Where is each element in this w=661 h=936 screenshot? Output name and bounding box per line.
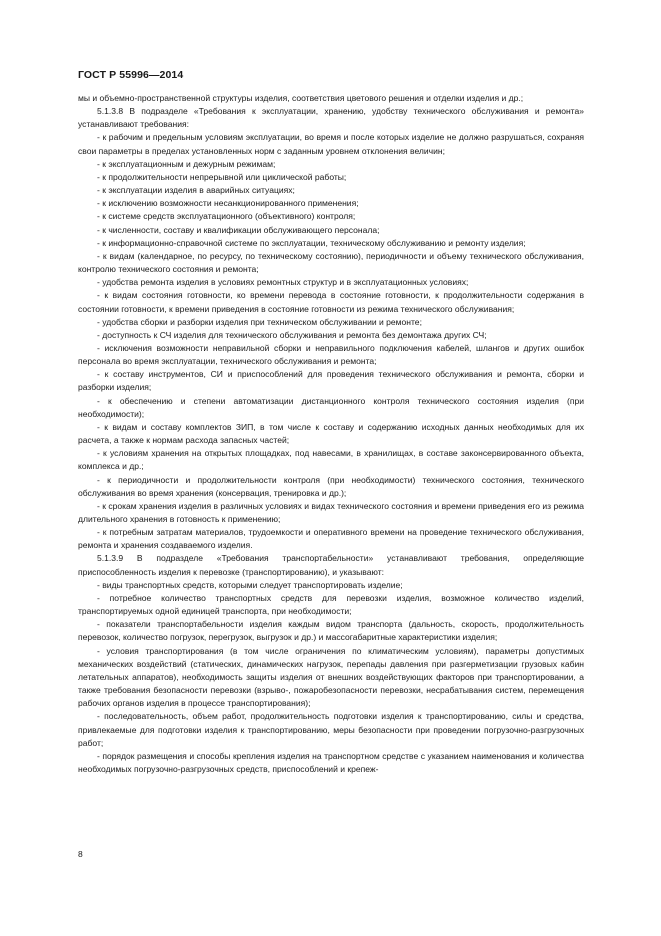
body-paragraph: - потребное количество транспортных средств для перевозки изделия, возможное количество изделий, транспортируемых одной единицей транспорта, при необходимости; <box>78 592 584 617</box>
body-paragraph: - к эксплуатации изделия в аварийных ситуациях; <box>97 185 295 196</box>
body-paragraph: - удобства сборки и разборки изделия при техническом обслуживании и ремонте; <box>97 316 422 327</box>
page-header-standard-code: ГОСТ Р 55996—2014 <box>78 69 184 81</box>
body-paragraph: - виды транспортных средств, которыми следует транспортировать изделие; <box>97 579 403 590</box>
body-paragraph: - к потребным затратам материалов, трудоемкости и оперативного времени на проведение технического обслуживания, ремонта и хранения создаваемого изделия. <box>78 527 584 551</box>
body-paragraph: - к видам и составу комплектов ЗИП, в том числе к составу и содержанию исходных данных необходимых для их расчета, а также к нормам расхода запасных частей; <box>78 421 584 446</box>
body-paragraph: - удобства ремонта изделия в условиях ремонтных структур и в эксплуатационных условиях; <box>97 277 469 288</box>
body-paragraph: - к видам (календарное, по ресурсу, по техническому состоянию), периодичности и объему технического обслуживания, контролю технического состояния и ремонта; <box>78 250 584 275</box>
body-paragraph: - последовательность, объем работ, продолжительность подготовки изделия к транспортированию, силы и средства, привлекаемые для подготовки изделия к транспортированию, меры безопасности при проведении погрузочно-разгрузочных работ; <box>78 711 584 748</box>
body-paragraph: - к продолжительности непрерывной или циклической работы; <box>97 171 347 182</box>
body-paragraph: - к периодичности и продолжительности контроля (при необходимости) технического состояния, технического обслуживания во время хранения (консервация, тренировка и др.); <box>78 474 584 498</box>
body-paragraph: - порядок размещения и способы крепления изделия на транспортном средстве с указанием наименования и количества необходимых погрузочно-разгрузочных средств, приспособлений и крепеж- <box>78 750 584 774</box>
page-number: 8 <box>78 849 83 859</box>
body-paragraph: - к эксплуатационным и дежурным режимам; <box>97 158 276 169</box>
body-paragraph: - исключения возможности неправильной сборки и неправильного подключения кабелей, шлангов и других ошибок персонала во время эксплуатации, технического обслуживания и ремонта; <box>78 342 584 367</box>
body-paragraph: - к срокам хранения изделия в различных условиях и видах технического состояния и времени приведения его из режима длительного хранения в готовность к применению; <box>78 500 585 524</box>
body-paragraph: - к видам состояния готовности, ко времени перевода в состояние готовности, к продолжительности содержания в состоянии готовности, к времени приведения в состояние готовности из режима технического обслуживания; <box>78 290 584 314</box>
body-paragraph: - к условиям хранения на открытых площадках, под навесами, в хранилищах, в составе законсервированного объекта, комплекса и др.; <box>78 448 584 472</box>
body-paragraph: - к численности, составу и квалификации обслуживающего персонала; <box>97 224 380 235</box>
body-paragraph: - к составу инструментов, СИ и приспособлений для проведения технического обслуживания и ремонта, сборки и разборки изделия; <box>78 369 584 393</box>
body-paragraph: - к рабочим и предельным условиям эксплуатации, во время и после которых изделие не должно разрушаться, сохраняя свои параметры в пределах установленных норм с заданным уровнем отклонения величин; <box>78 132 584 156</box>
body-paragraph: - условия транспортирования (в том числе ограничения по климатическим условиям), параметры допустимых механических воздействий (статических, динамических нагрузок, перепады давления при разгерметизации грузовых кабин летательных аппаратов), необходимость защиты изделия от внешних воздействующих факторов при транспортировании, а также требования безопасности перевозки (взрыво-, пожаробезопасности перевозки, несрабатывания систем, перемещения рабочих органов изделия в процессе транспортирования); <box>78 645 584 709</box>
body-paragraph: мы и объемно-пространственной структуры изделия, соответствия цветового решения и отделки изделия и др.; <box>78 93 524 103</box>
body-paragraph: 5.1.3.9 В подразделе «Требования транспортабельности» устанавливают требования, определяющие приспособленность изделия к перевозке (транспортированию), и указывают: <box>78 553 584 577</box>
body-paragraph: - доступность к СЧ изделия для технического обслуживания и ремонта без демонтажа других СЧ; <box>97 329 487 340</box>
body-paragraph: - к системе средств эксплуатационного (объективного) контроля; <box>97 211 356 222</box>
body-paragraph: 5.1.3.8 В подразделе «Требования к эксплуатации, хранению, удобству технического обслуживания и ремонта» устанавливают требования: <box>78 106 584 130</box>
body-paragraph: - к обеспечению и степени автоматизации дистанционного контроля технического состояния изделия (при необходимости); <box>78 395 584 419</box>
body-paragraph: - к информационно-справочной системе по эксплуатации, техническому обслуживанию и ремонту изделия; <box>97 237 526 248</box>
document-body <box>78 92 584 776</box>
body-paragraph: - к исключению возможности несанкционированного применения; <box>97 198 359 209</box>
body-paragraph: - показатели транспортабельности изделия каждым видом транспорта (дальность, скорость, продолжительность перевозок, количество погрузок, перегрузок, выгрузок и др.) и массогабаритные характеристики изделия; <box>78 619 584 643</box>
